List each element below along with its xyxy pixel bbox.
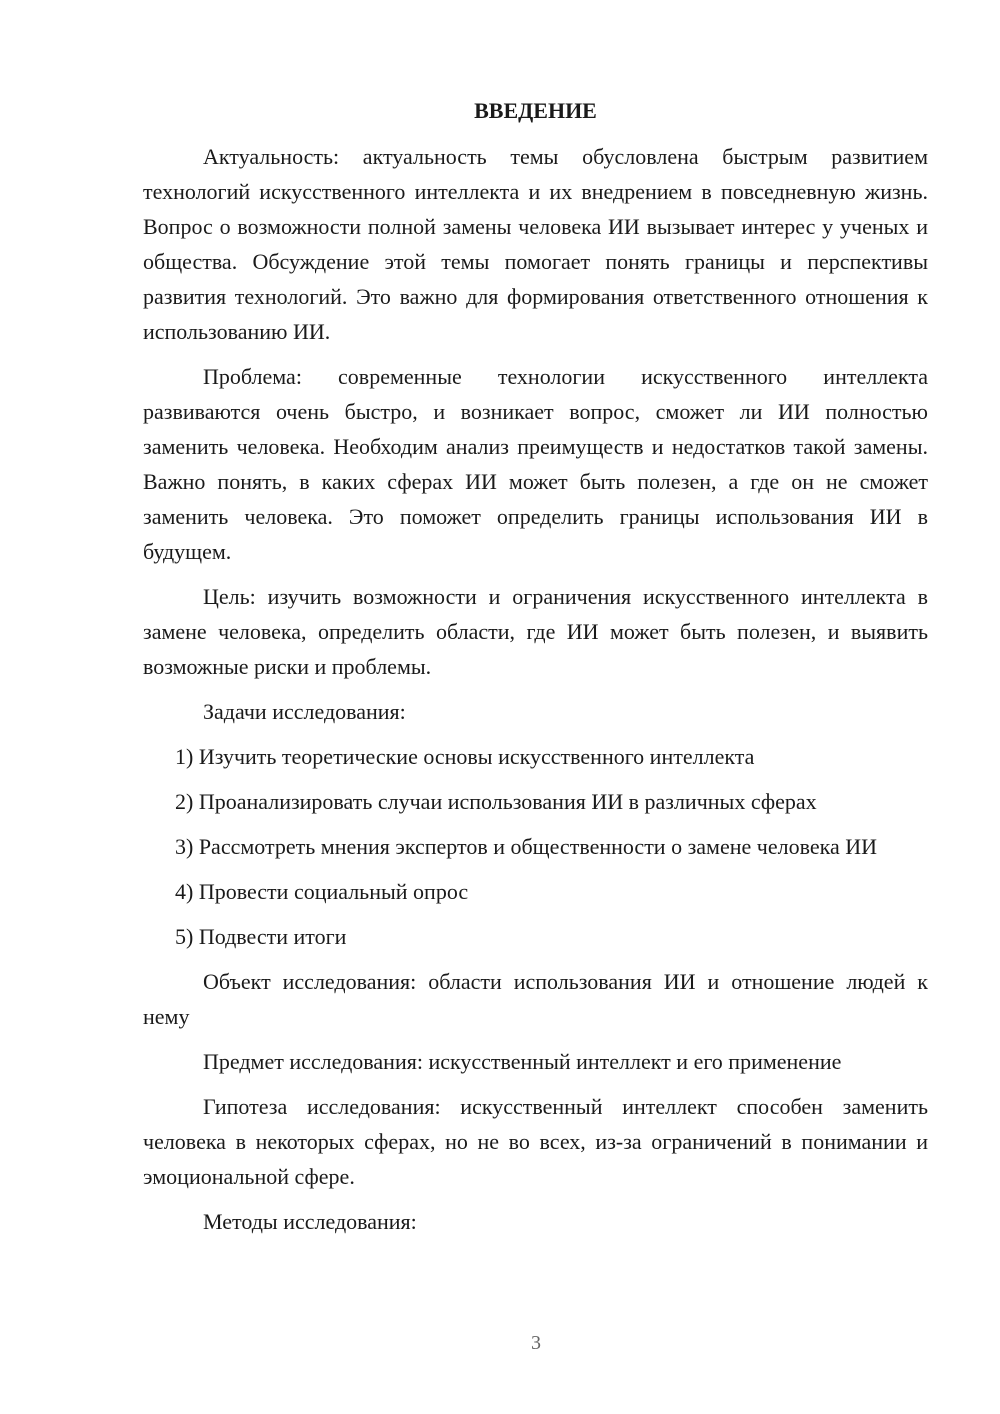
goal-paragraph: Цель: изучить возможности и ограничения искусственного интеллекта в замене человека, определить области, где ИИ может быть полезен, и выявить возможные риски и проблемы.: [143, 584, 928, 679]
task-item: 1) Изучить теоретические основы искусственного интеллекта: [175, 744, 755, 769]
object-paragraph: Объект исследования: области использования ИИ и отношение людей к нему: [143, 969, 928, 1029]
page-content: [143, 96, 928, 1249]
tasks-heading: Задачи исследования:: [203, 699, 406, 724]
hypothesis-paragraph: Гипотеза исследования: искусственный интеллект способен заменить человека в некоторых сферах, но не во всех, из-за ограничений в понимании и эмоциональной сфере.: [143, 1094, 928, 1189]
problem-paragraph: Проблема: современные технологии искусственного интеллекта развиваются очень быстро, и возникает вопрос, сможет ли ИИ полностью заменить человека. Необходим анализ преимуществ и недостатков такой замены. Важно понять, в каких сферах ИИ может быть полезен, а где он не сможет заменить человека. Это поможет определить границы использования ИИ в будущем.: [143, 364, 928, 564]
subject-paragraph: Предмет исследования: искусственный интеллект и его применение: [203, 1049, 842, 1074]
section-title: ВВЕДЕНИЕ: [474, 98, 597, 123]
relevance-paragraph: Актуальность: актуальность темы обусловлена быстрым развитием технологий искусственного интеллекта и их внедрением в повседневную жизнь. Вопрос о возможности полной замены человека ИИ вызывает интерес у ученых и общества. Обсуждение этой темы помогает понять границы и перспективы развития технологий. Это важно для формирования ответственного отношения к использованию ИИ.: [143, 144, 928, 344]
task-item: 3) Рассмотреть мнения экспертов и общественности о замене человека ИИ: [175, 834, 877, 859]
page-number: 3: [531, 1332, 541, 1354]
methods-heading: Методы исследования:: [203, 1209, 417, 1234]
task-item: 5) Подвести итоги: [175, 924, 347, 949]
task-item: 2) Проанализировать случаи использования ИИ в различных сферах: [175, 789, 817, 814]
task-item: 4) Провести социальный опрос: [175, 879, 469, 904]
